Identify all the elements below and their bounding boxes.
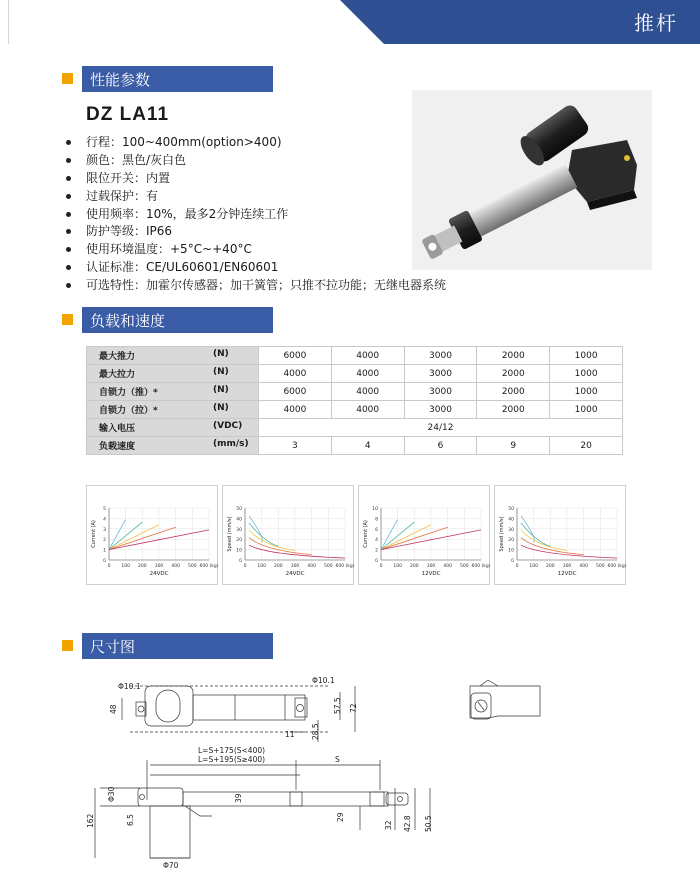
- y-tick-label: 0: [375, 559, 378, 564]
- y-tick-label: 0: [511, 559, 514, 564]
- spec-item: 认证标准：CE/UL60601/EN60601: [66, 259, 446, 277]
- table-cell: 3000: [404, 383, 477, 401]
- dim-label: 11: [285, 730, 295, 739]
- dim-label: 162: [86, 813, 95, 828]
- table-cell-merged: 24/12: [259, 419, 623, 437]
- table-cell: 9: [477, 437, 550, 455]
- top-view: [122, 686, 355, 742]
- dim-label: Φ30: [107, 786, 116, 802]
- section-title: 尺寸图: [90, 638, 136, 656]
- row-label: 最大推力: [99, 352, 136, 362]
- y-tick-label: 20: [236, 538, 242, 544]
- y-tick-label: 2: [375, 548, 378, 554]
- table-cell: 4000: [331, 401, 404, 419]
- table-cell: 1000: [550, 401, 623, 419]
- row-label: 最大拉力: [99, 370, 136, 380]
- x-tick-label: 100: [393, 564, 402, 569]
- spec-item: 限位开关：内置: [66, 170, 446, 188]
- dim-label: 48: [109, 704, 118, 714]
- dim-label: Φ70: [163, 861, 179, 870]
- y-axis-label: Speed (mm/s): [227, 516, 233, 552]
- row-label: 输入电压: [99, 424, 136, 434]
- table-cell: 2000: [477, 347, 550, 365]
- table-cell: 1000: [550, 383, 623, 401]
- end-view: [470, 680, 540, 719]
- dim-label: Φ10.1: [118, 682, 141, 691]
- row-unit: (N): [213, 367, 229, 377]
- table-cell: 4000: [331, 383, 404, 401]
- x-tick-label: 400: [307, 564, 316, 569]
- x-tick-label: 300: [426, 564, 436, 569]
- table-cell: 4000: [259, 365, 332, 383]
- x-tick-label: 200: [410, 564, 419, 569]
- table-cell: 20: [550, 437, 623, 455]
- x-tick-label: 400: [443, 564, 452, 569]
- x-tick-label: 100: [257, 564, 266, 569]
- table-cell: 2000: [477, 365, 550, 383]
- section-title: 负载和速度: [90, 312, 166, 330]
- x-tick-label: 600 (kg): [199, 564, 219, 569]
- spec-item: 可选特性：加霍尔传感器；加干簧管；只推不拉功能；无继电器系统: [66, 277, 446, 295]
- spec-item: 过载保护：有: [66, 188, 446, 206]
- y-tick-label: 10: [508, 548, 514, 554]
- x-tick-label: 100: [529, 564, 538, 569]
- y-tick-label: 4: [375, 538, 378, 544]
- y-tick-label: 10: [236, 548, 242, 554]
- table-cell: 3: [259, 437, 332, 455]
- y-tick-label: 0: [239, 559, 242, 564]
- dim-label: 32: [384, 820, 393, 830]
- y-tick-label: 8: [375, 517, 378, 523]
- page-title: 推杆: [634, 11, 678, 35]
- x-tick-label: 0: [107, 564, 111, 569]
- x-tick-label: 600 (kg): [471, 564, 491, 569]
- y-tick-label: 30: [508, 527, 514, 533]
- y-axis-label: Speed (mm/s): [499, 516, 505, 552]
- y-tick-label: 50: [236, 507, 242, 512]
- table-cell: 1000: [550, 365, 623, 383]
- x-tick-label: 300: [562, 564, 572, 569]
- dim-label: 28.5: [311, 723, 320, 740]
- spec-item: 使用环境温度：+5°C~+40°C: [66, 241, 446, 259]
- table-cell: 3000: [404, 401, 477, 419]
- y-tick-label: 4: [103, 517, 106, 523]
- dim-label: 50.5: [424, 815, 433, 832]
- dim-label: 72: [349, 703, 358, 713]
- x-tick-label: 400: [579, 564, 588, 569]
- length-formula: L=S+175(S<400): [198, 746, 266, 755]
- row-unit: (N): [213, 349, 229, 359]
- y-tick-label: 1: [103, 548, 106, 554]
- row-unit: (N): [213, 385, 229, 395]
- table-cell: 6000: [259, 383, 332, 401]
- dim-label: S: [335, 755, 340, 764]
- y-tick-label: 3: [103, 527, 106, 533]
- x-tick-label: 600 (kg): [607, 564, 627, 569]
- x-tick-label: 500: [188, 564, 197, 569]
- voltage-label: 24VDC: [149, 571, 169, 577]
- y-tick-label: 50: [508, 507, 514, 512]
- y-tick-label: 40: [508, 517, 514, 523]
- table-cell: 3000: [404, 347, 477, 365]
- table-cell: 4000: [331, 365, 404, 383]
- x-tick-label: 500: [460, 564, 469, 569]
- spec-item: 行程：100~400mm(option>400): [66, 134, 446, 152]
- x-tick-label: 0: [379, 564, 383, 569]
- y-tick-label: 0: [103, 559, 106, 564]
- dim-label: Φ10.1: [312, 676, 335, 685]
- x-tick-label: 200: [274, 564, 283, 569]
- row-unit: (mm/s): [213, 439, 249, 449]
- section-title: 性能参数: [90, 71, 151, 89]
- side-view: [95, 760, 430, 858]
- row-unit: (VDC): [213, 421, 243, 431]
- dim-label: 39: [234, 793, 243, 803]
- y-tick-label: 6: [375, 527, 378, 533]
- dim-label: 6.5: [126, 814, 135, 826]
- y-tick-label: 30: [236, 527, 242, 533]
- y-tick-label: 10: [372, 507, 378, 512]
- row-label: 自锁力（推）*: [99, 388, 158, 398]
- table-cell: 6000: [259, 347, 332, 365]
- row-unit: (N): [213, 403, 229, 413]
- voltage-label: 12VDC: [421, 571, 441, 577]
- spec-item: 使用频率：10%，最多2分钟连续工作: [66, 206, 446, 224]
- x-tick-label: 200: [546, 564, 555, 569]
- dim-label: 29: [336, 812, 345, 822]
- x-tick-label: 400: [171, 564, 180, 569]
- y-tick-label: 40: [236, 517, 242, 523]
- dim-label: 57.5: [333, 697, 342, 714]
- table-cell: 1000: [550, 347, 623, 365]
- x-tick-label: 600 (kg): [335, 564, 355, 569]
- y-tick-label: 20: [508, 538, 514, 544]
- y-tick-label: 2: [103, 538, 106, 544]
- table-cell: 2000: [477, 383, 550, 401]
- y-axis-label: Current (A): [363, 520, 369, 548]
- y-tick-label: 5: [103, 507, 106, 512]
- x-tick-label: 300: [290, 564, 300, 569]
- row-label: 负载速度: [99, 442, 136, 452]
- spec-item: 颜色：黑色/灰白色: [66, 152, 446, 170]
- y-axis-label: Current (A): [91, 520, 97, 548]
- voltage-label: 24VDC: [285, 571, 305, 577]
- voltage-label: 12VDC: [557, 571, 577, 577]
- table-cell: 4: [331, 437, 404, 455]
- product-model: DZ LA11: [86, 104, 170, 125]
- table-cell: 6: [404, 437, 477, 455]
- table-cell: 4000: [331, 347, 404, 365]
- row-label: 自锁力（拉）*: [99, 406, 158, 416]
- x-tick-label: 300: [154, 564, 164, 569]
- table-cell: 3000: [404, 365, 477, 383]
- dim-label: 42.8: [403, 815, 412, 832]
- length-formula: L=S+195(S≥400): [198, 755, 266, 764]
- table-cell: 2000: [477, 401, 550, 419]
- spec-item: 防护等级：IP66: [66, 223, 446, 241]
- x-tick-label: 500: [596, 564, 605, 569]
- x-tick-label: 200: [138, 564, 147, 569]
- x-tick-label: 100: [121, 564, 130, 569]
- x-tick-label: 0: [243, 564, 247, 569]
- x-tick-label: 500: [324, 564, 333, 569]
- table-cell: 4000: [259, 401, 332, 419]
- x-tick-label: 0: [515, 564, 519, 569]
